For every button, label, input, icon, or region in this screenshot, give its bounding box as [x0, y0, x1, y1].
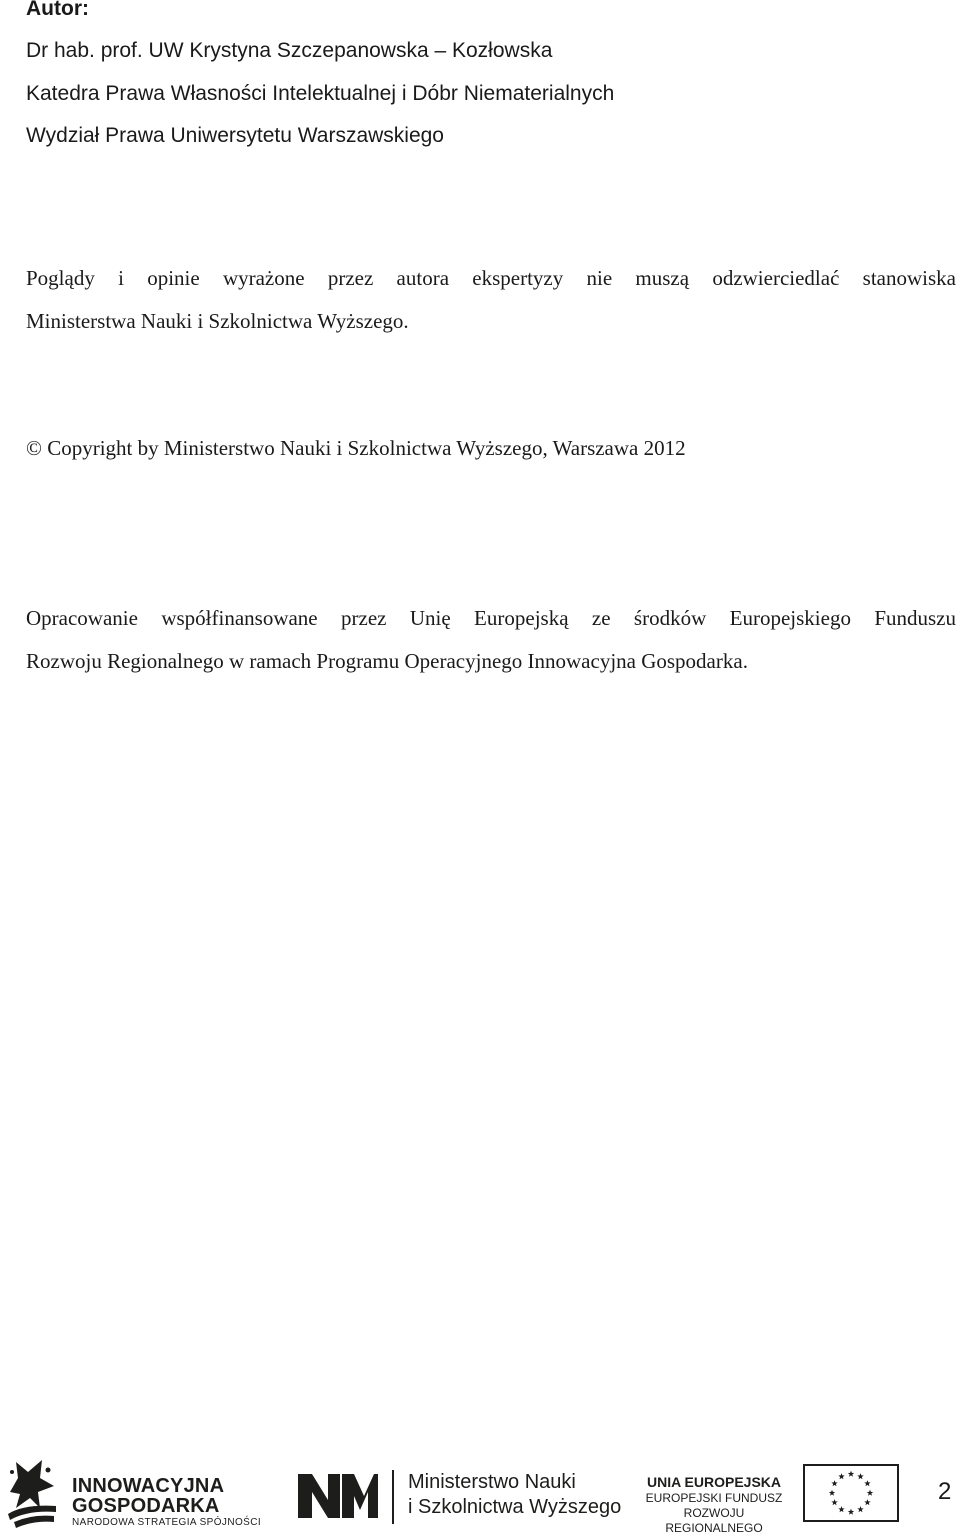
- ministry-line-2: i Szkolnictwa Wyższego: [408, 1496, 622, 1518]
- footer-logos: [0, 1450, 960, 1534]
- innowacyjna-gospodarka-wordmark: [72, 1476, 261, 1530]
- eu-line-1: UNIA EUROPEJSKA: [646, 1474, 782, 1490]
- eu-stars-flag-icon: [803, 1464, 899, 1522]
- star-silhouette-logo-icon: [4, 1456, 60, 1532]
- ministry-line-1: Ministerstwo Nauki: [408, 1471, 576, 1493]
- page-number: 2: [938, 1478, 952, 1505]
- funding-line-2: Rozwoju Regionalnego w ramach Programu Operacyjnego Innowacyjna Gospodarka.: [26, 649, 748, 673]
- funding-line-1: Opracowanie współfinansowane przez Unię Europejską ze środków Europejskiego Funduszu: [26, 606, 956, 630]
- ministry-separator: [392, 1470, 394, 1524]
- author-department: Katedra Prawa Własności Intelektualnej i Dóbr Niematerialnych: [26, 82, 615, 105]
- copyright-notice: © Copyright by Ministerstwo Nauki i Szkolnictwa Wyższego, Warszawa 2012: [26, 436, 686, 460]
- author-faculty: Wydział Prawa Uniwersytetu Warszawskiego: [26, 124, 444, 147]
- innowacyjna-line-2: GOSPODARKA: [72, 1495, 220, 1517]
- disclaimer-line-1: Poglądy i opinie wyrażone przez autora ekspertyzy nie muszą odzwierciedlać stanowiska: [26, 266, 956, 290]
- eu-fund-wordmark: [636, 1474, 792, 1536]
- nm-monogram-logo-icon: [298, 1474, 378, 1518]
- author-label: Autor:: [26, 0, 89, 20]
- innowacyjna-line-1: INNOWACYJNA: [72, 1475, 225, 1497]
- disclaimer-line-2: Ministerstwa Nauki i Szkolnictwa Wyższego.: [26, 309, 409, 333]
- author-name: Dr hab. prof. UW Krystyna Szczepanowska – Kozłowska: [26, 39, 553, 62]
- eu-line-3: ROZWOJU REGIONALNEGO: [665, 1506, 763, 1535]
- innowacyjna-line-3: NARODOWA STRATEGIA SPÓJNOŚCI: [72, 1517, 262, 1528]
- ministry-wordmark: [408, 1470, 621, 1520]
- eu-line-2: EUROPEJSKI FUNDUSZ: [645, 1491, 783, 1505]
